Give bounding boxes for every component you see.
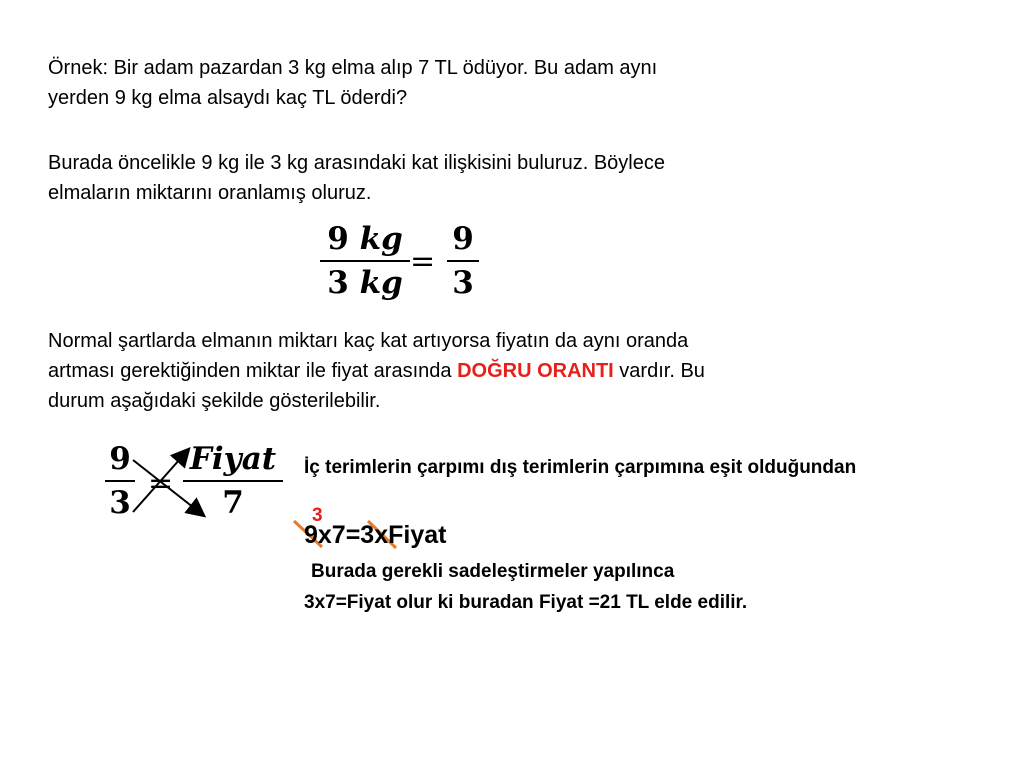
cross-numerator-right: Fiyat	[189, 441, 277, 477]
simplified-digit: 3	[312, 505, 323, 526]
equals-sign: =	[410, 244, 436, 279]
cross-numerator-left: 9	[109, 441, 131, 477]
cross-equals-sign: =	[148, 466, 174, 501]
ratio-numerator-simple: 9	[452, 221, 474, 257]
ratio-denominator: 3 kg	[327, 265, 403, 301]
proportion-text-after: vardır. Bu durum aşağıdaki şekilde gösterilebilir.	[48, 360, 705, 412]
simplification-text: Burada gerekli sadeleştirmeler yapılınca	[311, 561, 675, 582]
direct-proportion-highlight: DOĞRU ORANTI	[457, 360, 614, 382]
cross-denominator-left: 3	[109, 485, 131, 521]
example-question: Örnek: Bir adam pazardan 3 kg elma alıp 7 TL ödüyor. Bu adam aynı yerden 9 kg elma alsaydı kaç TL öderdi?	[48, 57, 658, 109]
ratio-denominator-simple: 3	[452, 265, 474, 301]
inner-outer-terms-text: İç terimlerin çarpımı dış terimlerin çarpımına eşit olduğundan	[304, 457, 857, 478]
cross-equation: 9x7=3xFiyat	[304, 521, 447, 549]
cross-arrow-up	[133, 450, 188, 512]
explanation-text: Burada öncelikle 9 kg ile 3 kg arasındaki kat ilişkisini buluruz. Böylece elmaların miktarını oranlamış oluruz.	[48, 152, 665, 204]
result-text: 3x7=Fiyat olur ki buradan Fiyat =21 TL elde edilir.	[304, 592, 748, 613]
ratio-numerator: 9 kg	[327, 221, 403, 257]
cross-denominator-right: 7	[222, 485, 244, 521]
proportion-text-before: Normal şartlarda elmanın miktarı kaç kat artıyorsa fiyatın da aynı oranda artması gerektiğinden miktar ile fiyat arasında	[48, 330, 689, 382]
